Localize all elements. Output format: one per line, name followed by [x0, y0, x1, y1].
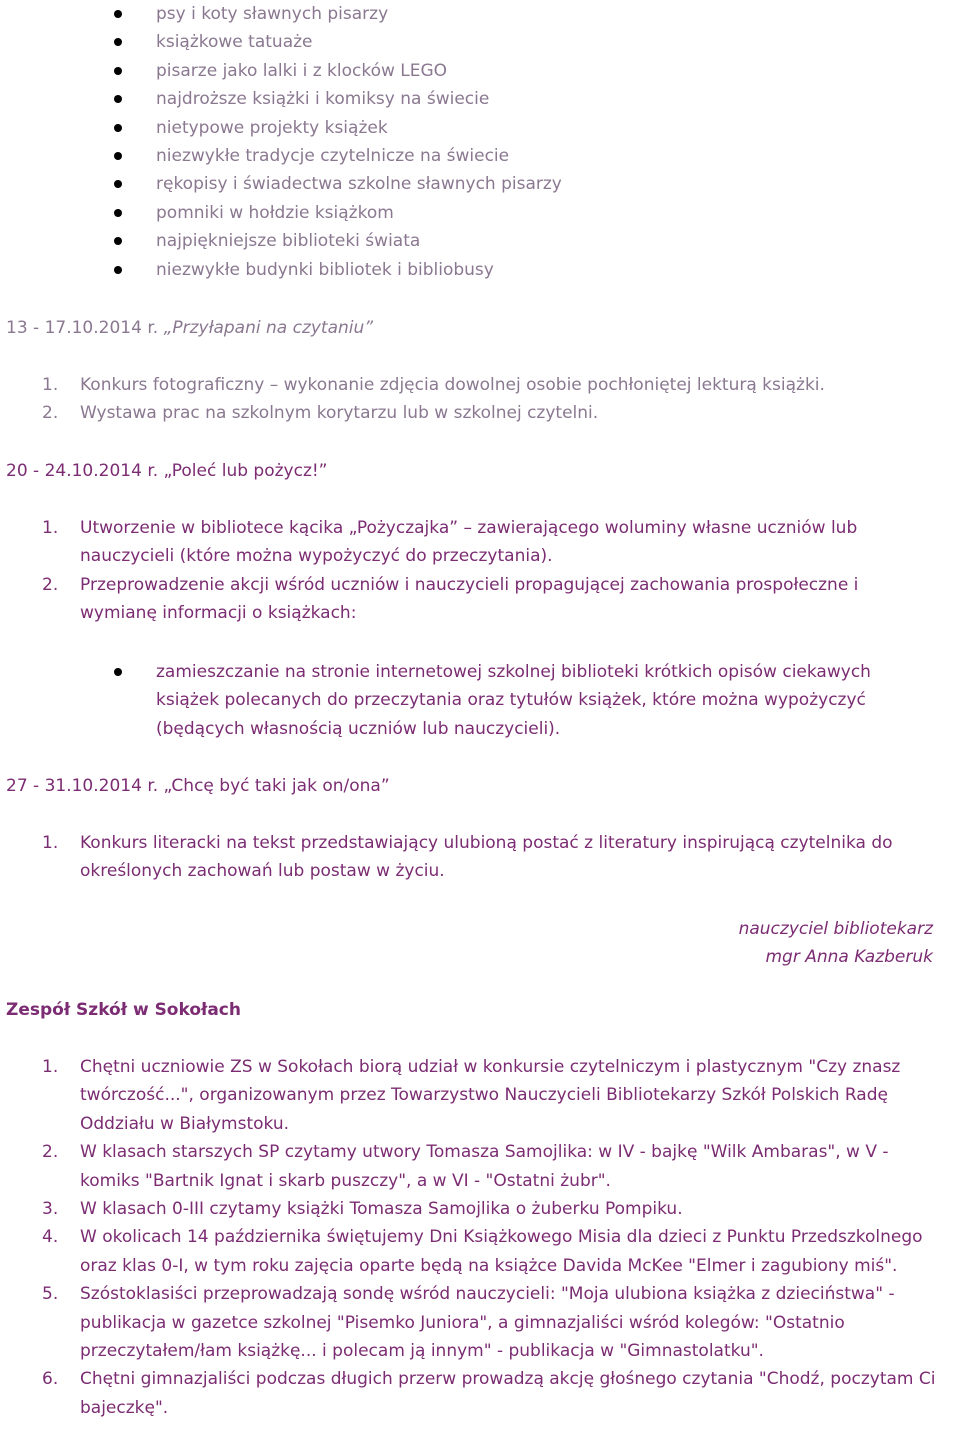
list-item — [0, 142, 960, 170]
list-number: 3. — [42, 1199, 59, 1220]
bullet-icon — [114, 124, 122, 132]
list-item — [0, 199, 960, 227]
list-item — [0, 371, 960, 399]
list-item — [0, 829, 960, 886]
list-item — [0, 85, 960, 113]
list-item — [0, 658, 960, 743]
list-item-text: Konkurs fotograficzny – wykonanie zdjęcia dowolnej osobie pochłoniętej lekturą książki. — [80, 375, 825, 395]
school-section-title — [0, 996, 960, 1024]
school-title-text: Zespół Szkół w Sokołach — [6, 1000, 241, 1020]
list-item-text: najpiękniejsze biblioteki świata — [156, 231, 421, 252]
list-item-text: niezwykłe budynki bibliotek i bibliobusy — [156, 259, 494, 280]
list-number: 2. — [42, 574, 59, 595]
week1-list — [0, 371, 960, 428]
list-number: 4. — [42, 1227, 59, 1248]
bullet-icon — [114, 180, 122, 188]
list-item-text: niezwykłe tradycje czytelnicze na świecie — [156, 145, 510, 166]
list-item-text: W klasach 0-III czytamy książki Tomasza Samojlika o żuberku Pompiku. — [80, 1199, 683, 1220]
top-bullet-list — [0, 0, 960, 284]
week1-date: 13 - 17.10.2014 r. — [6, 318, 159, 338]
list-item — [0, 1280, 960, 1365]
week3-list — [0, 829, 960, 886]
list-item — [0, 28, 960, 56]
week2-heading — [0, 457, 960, 485]
list-item — [0, 114, 960, 142]
list-item-text: Wystawa prac na szkolnym korytarzu lub w szkolnej czytelni. — [80, 403, 599, 424]
list-item-text: pisarze jako lalki i z klocków LEGO — [156, 60, 448, 81]
list-item — [0, 399, 960, 427]
list-item-text: zamieszczanie na stronie internetowej szkolnej biblioteki krótkich opisów ciekawych książek polecanych do przeczytania oraz tytułów książek, które można wypożyczyć (będących własnością uczniów lub nauczycieli). — [156, 662, 871, 739]
bullet-icon — [114, 237, 122, 245]
bullet-icon — [114, 38, 122, 46]
signature-name: mgr Anna Kazberuk — [765, 947, 933, 968]
list-item — [0, 571, 960, 628]
list-item — [0, 57, 960, 85]
week2-heading-text: 20 - 24.10.2014 r. „Poleć lub pożycz!” — [6, 461, 328, 481]
list-item-text: nietypowe projekty książek — [156, 117, 388, 138]
bullet-icon — [114, 10, 122, 18]
list-item-text: książkowe tatuaże — [156, 32, 313, 53]
list-item-text: W okolicach 14 października świętujemy Dni Książkowego Misia dla dzieci z Punktu Przedszkolnego oraz klas 0-I, w tym roku zajęcia oparte będą na książce Davida McKee "Elmer i zagubiony miś". — [80, 1227, 923, 1276]
week2-list — [0, 514, 960, 628]
list-item-text: Utworzenie w bibliotece kącika „Pożyczajka” – zawierającego woluminy własne uczniów lub nauczycieli (które można wypożyczyć do przeczytania). — [80, 518, 858, 567]
list-item-text: pomniki w hołdzie książkom — [156, 202, 394, 223]
signature-block — [739, 915, 933, 972]
week1-title: „Przyłapani na czytaniu” — [163, 318, 374, 338]
list-item — [0, 1195, 960, 1223]
list-item-text: Chętni uczniowie ZS w Sokołach biorą udział w konkursie czytelniczym i plastycznym "Czy znasz twórczość...", organizowanym przez Towarzystwo Nauczycieli Bibliotekarzy Szkół Polskich Radę Oddziału w Białymstoku. — [80, 1057, 901, 1134]
list-item — [0, 1138, 960, 1195]
list-item-text: Szóstoklasiści przeprowadzają sondę wśród nauczycieli: "Moja ulubiona książka z dzieciństwa" - publikacja w gazetce szkolnej "Pisemko Juniora", a gimnazjaliści wśród kolegów: "Ostatnio przeczytałem/łam książkę... i polecam ją innym" - publikacja w "Gimnastolatku". — [80, 1284, 895, 1362]
list-number: 2. — [42, 403, 59, 424]
list-item — [0, 1365, 960, 1422]
bullet-icon — [114, 67, 122, 75]
bullet-icon — [114, 266, 122, 274]
list-item — [0, 514, 960, 571]
school-list — [0, 1053, 960, 1422]
list-item-text: Konkurs literacki na tekst przedstawiający ulubioną postać z literatury inspirującą czytelnika do określonych zachowań lub postaw w życiu. — [80, 833, 893, 882]
week1-heading — [0, 314, 960, 342]
list-number: 1. — [42, 833, 59, 853]
list-item — [0, 170, 960, 198]
bullet-icon — [114, 152, 122, 160]
list-number: 1. — [42, 1057, 59, 1077]
list-number: 1. — [42, 375, 59, 395]
list-item-text: najdroższe książki i komiksy na świecie — [156, 89, 490, 110]
bullet-icon — [114, 95, 122, 103]
list-number: 6. — [42, 1369, 59, 1390]
signature-role: nauczyciel bibliotekarz — [738, 919, 933, 939]
list-item — [0, 256, 960, 284]
week2-bullet-list — [0, 658, 960, 743]
list-item — [0, 0, 960, 28]
list-item-text: W klasach starszych SP czytamy utwory Tomasza Samojlika: w IV - bajkę "Wilk Ambaras", w V - komiks "Bartnik Ignat i skarb puszczy", a w VI - "Ostatni żubr". — [80, 1142, 889, 1191]
week3-heading-text: 27 - 31.10.2014 r. „Chcę być taki jak on/ona” — [6, 776, 390, 796]
list-item — [0, 227, 960, 255]
list-number: 1. — [42, 518, 59, 538]
bullet-icon — [114, 668, 122, 676]
list-item-text: Przeprowadzenie akcji wśród uczniów i nauczycieli propagującej zachowania prospołeczne i wymianę informacji o książkach: — [80, 574, 859, 624]
week3-heading — [0, 772, 960, 800]
list-number: 2. — [42, 1142, 59, 1163]
bullet-icon — [114, 209, 122, 217]
list-item-text: rękopisy i świadectwa szkolne sławnych pisarzy — [156, 174, 562, 195]
list-number: 5. — [42, 1284, 59, 1305]
list-item — [0, 1053, 960, 1138]
list-item-text: Chętni gimnazjaliści podczas długich przerw prowadzą akcję głośnego czytania "Chodź, poczytam Ci bajeczkę". — [80, 1369, 936, 1418]
list-item-text: psy i koty sławnych pisarzy — [156, 4, 389, 24]
list-item — [0, 1223, 960, 1280]
